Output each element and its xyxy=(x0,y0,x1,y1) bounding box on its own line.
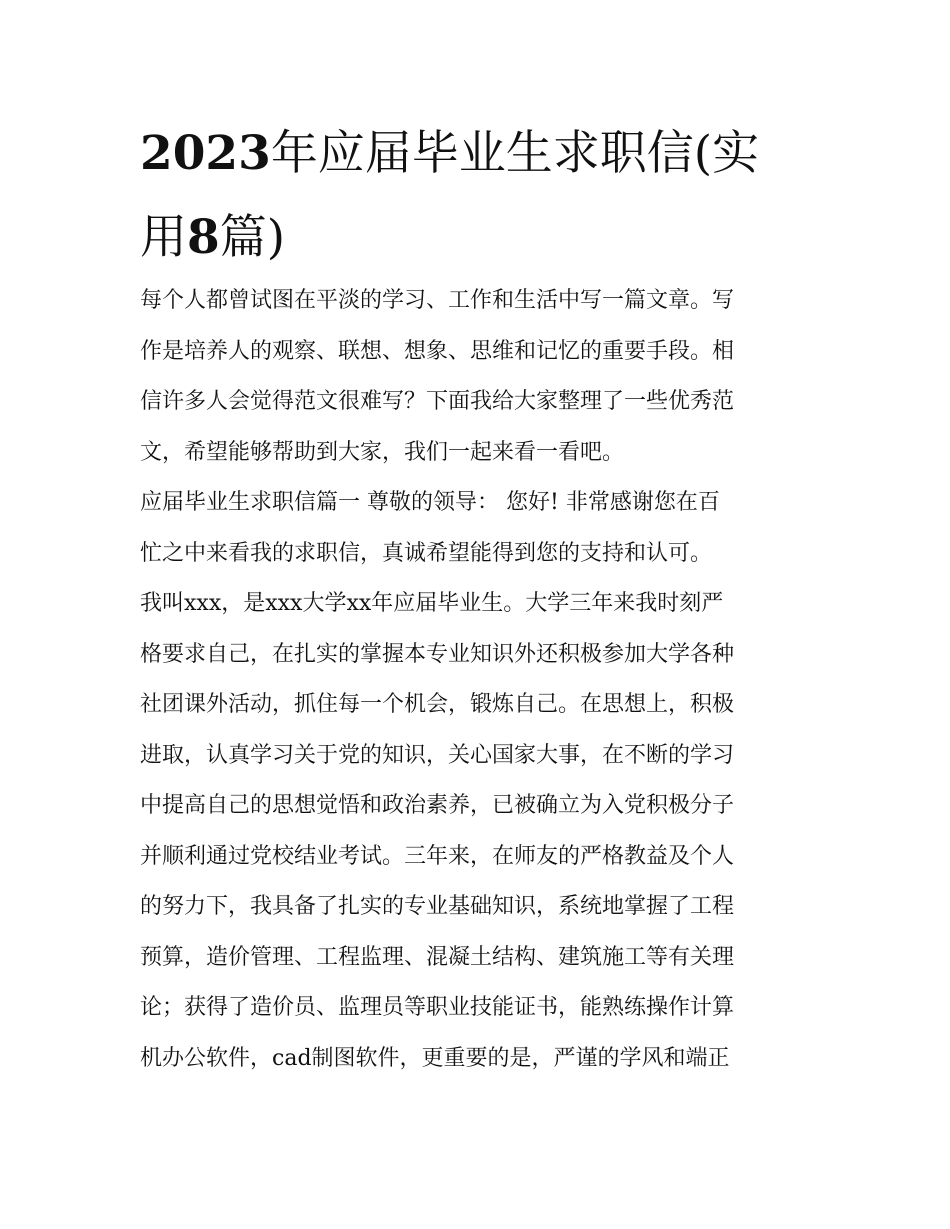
document-body xyxy=(140,276,820,1084)
title-line: 2023年应届毕业生求职信(实 xyxy=(140,126,760,181)
text-line: 的努力下，我具备了扎实的专业基础知识，系统地掌握了工程 xyxy=(140,894,735,919)
text-line: 并顺利通过党校结业考试。三年来，在师友的严格教益及个人 xyxy=(140,843,735,869)
text-line: 我叫xxx，是xxx大学xx年应届毕业生。大学三年来我时刻严 xyxy=(140,591,724,616)
text-line: 预算，造价管理、工程监理、混凝土结构、建筑施工等有关理 xyxy=(140,944,735,970)
text-line: 社团课外活动，抓住每一个机会，锻炼自己。在思想上，积极 xyxy=(140,692,735,717)
text-line: 机办公软件，cad制图软件，更重要的是，严谨的学风和端正 xyxy=(140,1045,730,1071)
paragraph-intro xyxy=(140,276,820,478)
title-line: 用8篇) xyxy=(140,210,286,265)
text-line: 格要求自己，在扎实的掌握本专业知识外还积极参加大学各种 xyxy=(140,641,735,667)
paragraph-self-introduction xyxy=(140,579,820,1084)
text-line: 作是培养人的观察、联想、想象、思维和记忆的重要手段。相 xyxy=(140,338,735,364)
paragraph-greeting xyxy=(140,478,820,579)
text-line: 进取，认真学习关于党的知识，关心国家大事，在不断的学习 xyxy=(140,742,735,768)
text-line: 文，希望能够帮助到大家，我们一起来看一看吧。 xyxy=(140,439,625,465)
text-line: 信许多人会觉得范文很难写？下面我给大家整理了一些优秀范 xyxy=(140,389,735,414)
text-line: 应届毕业生求职信篇一 尊敬的领导： 您好! 非常感谢您在百 xyxy=(140,490,720,515)
document-title xyxy=(140,112,820,280)
text-line: 中提高自己的思想觉悟和政治素养，已被确立为入党积极分子 xyxy=(140,793,735,818)
text-line: 每个人都曾试图在平淡的学习、工作和生活中写一篇文章。写 xyxy=(140,288,735,313)
text-line: 忙之中来看我的求职信，真诚希望能得到您的支持和认可。 xyxy=(140,540,713,566)
text-line: 论；获得了造价员、监理员等职业技能证书，能熟练操作计算 xyxy=(140,995,735,1020)
